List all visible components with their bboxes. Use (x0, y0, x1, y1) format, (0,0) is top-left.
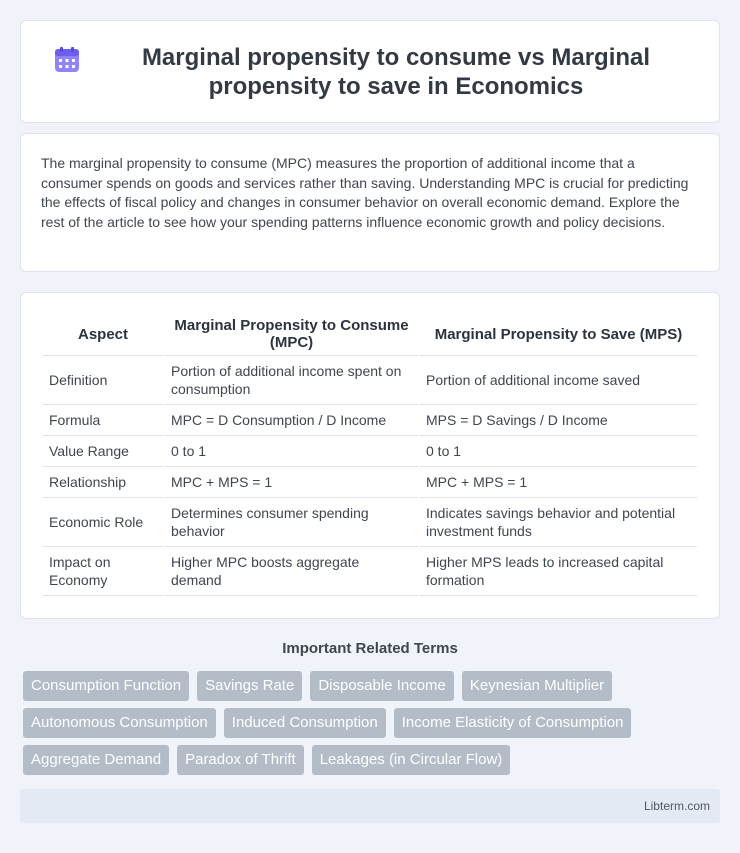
table-row (43, 436, 697, 467)
row-mps: Higher MPS leads to increased capital formation (420, 547, 697, 596)
intro-paragraph: The marginal propensity to consume (MPC) measures the proportion of additional income that a consumer spends on goods and services rather than saving. Understanding MPC is crucial for predicting the effects of fiscal policy and changes in consumer behavior on overall economic demand. Explore the rest of the article to see how your spending patterns influence economic growth and policy decisions. (41, 155, 689, 230)
row-mps: 0 to 1 (420, 436, 697, 467)
tag-leakages[interactable]: Leakages (in Circular Flow) (312, 745, 511, 775)
row-mpc: Determines consumer spending behavior (165, 498, 418, 547)
title-wrap (51, 43, 699, 101)
page-title: Marginal propensity to consume vs Marginal propensity to save in Economics (141, 44, 651, 100)
header-mps: Marginal Propensity to Save (MPS) (420, 313, 697, 356)
table-row (43, 356, 697, 405)
table-row (43, 467, 697, 498)
footer (20, 789, 720, 823)
row-mpc: Higher MPC boosts aggregate demand (165, 547, 418, 596)
row-mpc: MPC + MPS = 1 (165, 467, 418, 498)
table-row (43, 405, 697, 436)
tag-consumption-function[interactable]: Consumption Function (23, 671, 189, 701)
tag-savings-rate[interactable]: Savings Rate (197, 671, 302, 701)
row-mps: MPS = D Savings / D Income (420, 405, 697, 436)
row-mps: Portion of additional income saved (420, 356, 697, 405)
table-row (43, 547, 697, 596)
row-mpc: MPC = D Consumption / D Income (165, 405, 418, 436)
row-mps: Indicates savings behavior and potential investment funds (420, 498, 697, 547)
row-mpc: 0 to 1 (165, 436, 418, 467)
footer-site-link[interactable]: Libterm.com (643, 799, 710, 813)
tag-income-elasticity[interactable]: Income Elasticity of Consumption (394, 708, 632, 738)
tag-induced-consumption[interactable]: Induced Consumption (224, 708, 386, 738)
table-header-row (43, 313, 697, 356)
row-aspect: Impact on Economy (43, 547, 163, 596)
row-mps: MPC + MPS = 1 (420, 467, 697, 498)
header-mpc: Marginal Propensity to Consume (MPC) (165, 313, 418, 356)
table-row (43, 498, 697, 547)
comparison-table (41, 313, 699, 596)
tag-autonomous-consumption[interactable]: Autonomous Consumption (23, 708, 216, 738)
row-aspect: Value Range (43, 436, 163, 467)
tag-keynesian-multiplier[interactable]: Keynesian Multiplier (462, 671, 612, 701)
row-aspect: Economic Role (43, 498, 163, 547)
calendar-grid-icon (54, 47, 80, 73)
title-card (20, 20, 720, 123)
tag-aggregate-demand[interactable]: Aggregate Demand (23, 745, 169, 775)
intro-card (20, 133, 720, 272)
row-aspect: Definition (43, 356, 163, 405)
comparison-card (20, 292, 720, 619)
tag-paradox-of-thrift[interactable]: Paradox of Thrift (177, 745, 304, 775)
row-mpc: Portion of additional income spent on consumption (165, 356, 418, 405)
tag-disposable-income[interactable]: Disposable Income (310, 671, 454, 701)
header-aspect: Aspect (43, 313, 163, 356)
row-aspect: Formula (43, 405, 163, 436)
related-terms-heading: Important Related Terms (282, 640, 458, 657)
row-aspect: Relationship (43, 467, 163, 498)
related-terms-list (23, 671, 723, 775)
